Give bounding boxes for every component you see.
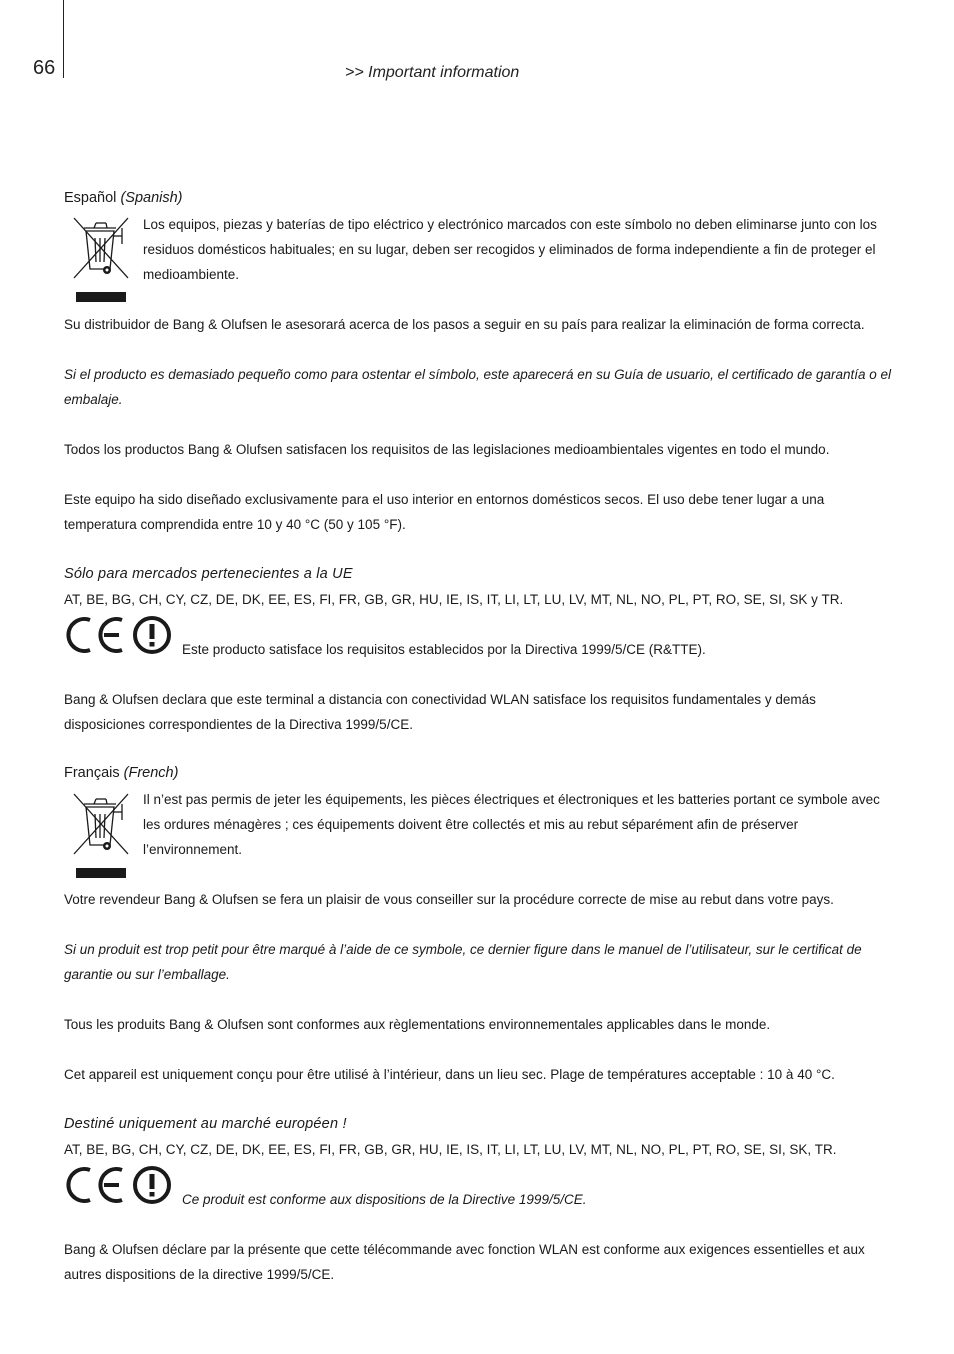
french-eu-heading: Destiné uniquement au marché européen ! <box>64 1116 347 1132</box>
french-heading-lang: Français <box>64 765 120 781</box>
alert-icon <box>135 618 169 652</box>
page-divider-line <box>63 0 64 78</box>
french-dealer-paragraph: Votre revendeur Bang & Olufsen se fera un plaisir de vous conseiller sur la procédure correcte de mise au rebut dans votre pays. <box>64 892 834 907</box>
spanish-heading-lang: Español <box>64 190 117 206</box>
spanish-heading-english: (Spanish) <box>120 190 183 206</box>
french-ce-text: Ce produit est conforme aux dispositions de la Directive 1999/5/CE. <box>182 1192 587 1207</box>
french-indoor-paragraph: Cet appareil est uniquement conçu pour être utilisé à l’intérieur, dans un lieu sec. Plage de températures acceptable : 10 à 40 °C. <box>64 1067 835 1082</box>
spanish-small-product-paragraph: Si el producto es demasiado pequeño como para ostentar el símbolo, este aparecerá en su Guía de usuario, el certificado de garantía o el embalaje. <box>64 367 892 407</box>
french-products-paragraph: Tous les produits Bang & Olufsen sont conformes aux règlementations environnementales applicables dans le monde. <box>64 1017 771 1032</box>
spanish-dealer-paragraph: Su distribuidor de Bang & Olufsen le asesorará acerca de los pasos a seguir en su país para realizar la eliminación de forma correcta. <box>64 317 865 332</box>
french-eu-countries: AT, BE, BG, CH, CY, CZ, DE, DK, EE, ES, FI, FR, GB, GR, HU, IE, IS, IT, LI, LT, LU, LV, MT, NL, NO, PL, PT, RO, SE, SI, SK, TR. <box>64 1142 837 1157</box>
spanish-eu-heading: Sólo para mercados pertenecientes a la UE <box>64 566 353 582</box>
spanish-eu-countries: AT, BE, BG, CH, CY, CZ, DE, DK, EE, ES, FI, FR, GB, GR, HU, IE, IS, IT, LI, LT, LU, LV, MT, NL, NO, PL, PT, RO, SE, SI, SK y TR. <box>64 592 844 607</box>
french-heading-english: (French) <box>123 765 179 781</box>
french-small-product-paragraph: Si un produit est trop petit pour être marqué à l’aide de ce symbole, ce dernier figure dans le manuel de l’utilisateur, sur le certificat de garantie ou sur l’emballage. <box>64 942 862 982</box>
spanish-weee-text: Los equipos, piezas y baterías de tipo eléctrico y electrónico marcados con este símbolo no deben eliminarse junto con los residuos domésticos habituales; en su lugar, deben ser recogidos y eliminados de forma independiente a fin de proteger el medioambiente. <box>143 217 877 282</box>
ce-mark-icon <box>68 619 122 651</box>
french-heading <box>64 761 894 786</box>
running-header: >> Important information <box>345 64 520 81</box>
spanish-declaration-paragraph: Bang & Olufsen declara que este terminal a distancia con conectividad WLAN satisface los requisitos fundamentales y demás disposiciones correspondientes de la Directiva 1999/5/CE. <box>64 692 816 732</box>
spanish-ce-text: Este producto satisface los requisitos establecidos por la Directiva 1999/5/CE (R&TTE). <box>182 642 706 657</box>
spanish-heading <box>64 186 894 211</box>
french-declaration-paragraph: Bang & Olufsen déclare par la présente que cette télécommande avec fonction WLAN est conforme aux exigences essentielles et aux autres dispositions de la directive 1999/5/CE. <box>64 1242 865 1282</box>
spanish-products-paragraph: Todos los productos Bang & Olufsen satisfacen los requisitos de las legislaciones medioambientales vigentes en todo el mundo. <box>64 442 830 457</box>
ce-alert-mark <box>64 614 174 656</box>
alert-icon <box>135 1168 169 1202</box>
weee-bin-icon <box>70 214 132 302</box>
ce-mark-icon <box>68 1169 122 1201</box>
weee-bin-icon <box>70 790 132 878</box>
page-number: 66 <box>33 57 56 79</box>
ce-alert-mark <box>64 1164 174 1206</box>
french-weee-text: Il n’est pas permis de jeter les équipements, les pièces électriques et électroniques et les batteries portant ce symbole avec les ordures ménagères ; ces équipements doivent être collectés et mis au rebut séparément afin de préserver l’environnement. <box>143 792 880 857</box>
spanish-indoor-paragraph: Este equipo ha sido diseñado exclusivamente para el uso interior en entornos domésticos secos. El uso debe tener lugar a una temperatura comprendida entre 10 y 40 °C (50 y 105 °F). <box>64 492 825 532</box>
